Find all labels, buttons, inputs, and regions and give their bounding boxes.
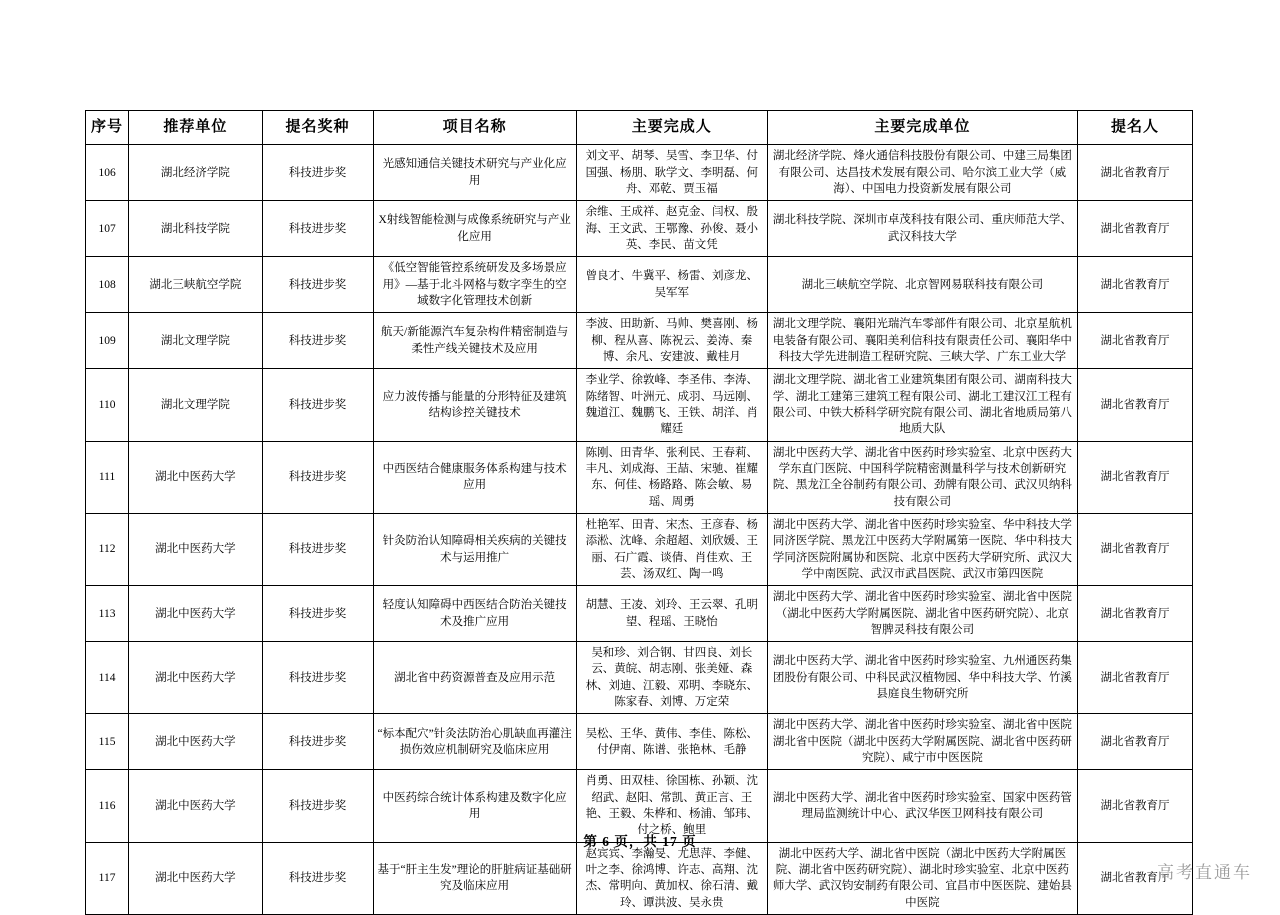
cell-unit: 湖北中医药大学 [129, 842, 262, 914]
cell-seq: 109 [86, 313, 129, 369]
cell-award: 科技进步奖 [262, 369, 373, 441]
cell-award: 科技进步奖 [262, 642, 373, 714]
cell-project: 光感知通信关键技术研究与产业化应用 [373, 145, 576, 201]
cell-seq: 110 [86, 369, 129, 441]
cell-unit: 湖北中医药大学 [129, 441, 262, 513]
cell-seq: 116 [86, 770, 129, 842]
table-row [86, 201, 1193, 257]
cell-orgs: 湖北文理学院、湖北省工业建筑集团有限公司、湖南科技大学、湖北工建第三建筑工程有限公司、湖北工建汉江工程有限公司、中铁大桥科学研究院有限公司、湖北省地质局第八地质大队 [767, 369, 1077, 441]
cell-unit: 湖北文理学院 [129, 313, 262, 369]
cell-seq: 112 [86, 513, 129, 585]
column-header-people: 主要完成人 [576, 111, 767, 145]
column-header-nominator: 提名人 [1077, 111, 1192, 145]
cell-seq: 114 [86, 642, 129, 714]
cell-orgs: 湖北中医药大学、湖北省中医药时珍实验室、湖北省中医院（湖北中医药大学附属医院、湖北省中医药研究院）、北京智脾灵科技有限公司 [767, 586, 1077, 642]
cell-award: 科技进步奖 [262, 714, 373, 770]
cell-seq: 107 [86, 201, 129, 257]
cell-award: 科技进步奖 [262, 770, 373, 842]
table-row [86, 145, 1193, 201]
table-row [86, 642, 1193, 714]
cell-unit: 湖北中医药大学 [129, 586, 262, 642]
column-header-unit: 推荐单位 [129, 111, 262, 145]
cell-award: 科技进步奖 [262, 441, 373, 513]
cell-unit: 湖北三峡航空学院 [129, 257, 262, 313]
cell-project: 《低空智能管控系统研发及多场景应用》—基于北斗网格与数字孪生的空域数字化管理技术创新 [373, 257, 576, 313]
table-row [86, 714, 1193, 770]
table-row [86, 441, 1193, 513]
cell-unit: 湖北中医药大学 [129, 714, 262, 770]
cell-seq: 115 [86, 714, 129, 770]
column-header-orgs: 主要完成单位 [767, 111, 1077, 145]
cell-orgs: 湖北中医药大学、湖北省中医药时珍实验室、湖北省中医院湖北省中医院（湖北中医药大学附属医院、湖北省中医药研究院）、咸宁市中医医院 [767, 714, 1077, 770]
cell-people: 赵宾宾、李瀚旻、尤思萍、李健、叶之李、徐鸿博、许志、高翔、沈杰、常明向、黄加权、徐石清、戴玲、谭洪波、吴永贵 [576, 842, 767, 914]
cell-unit: 湖北经济学院 [129, 145, 262, 201]
cell-nominator: 湖北省教育厅 [1077, 369, 1192, 441]
cell-orgs: 湖北中医药大学、湖北省中医药时珍实验室、国家中医药管理局监测统计中心、武汉华医卫网科技有限公司 [767, 770, 1077, 842]
cell-people: 吴松、王华、黄伟、李佳、陈松、付伊南、陈谱、张艳林、毛静 [576, 714, 767, 770]
cell-project: 中西医结合健康服务体系构建与技术应用 [373, 441, 576, 513]
cell-unit: 湖北文理学院 [129, 369, 262, 441]
cell-project: 应力波传播与能量的分形特征及建筑结构诊控关键技术 [373, 369, 576, 441]
cell-people: 李波、田助新、马帅、樊喜刚、杨柳、程从喜、陈祝云、姜涛、秦博、余凡、安建波、戴桂月 [576, 313, 767, 369]
cell-seq: 113 [86, 586, 129, 642]
cell-award: 科技进步奖 [262, 842, 373, 914]
cell-people: 陈刚、田青华、张利民、王春莉、丰凡、刘成海、王喆、宋驰、崔耀东、何佳、杨路路、陈会敏、易瑶、周勇 [576, 441, 767, 513]
cell-project: 中医药综合统计体系构建及数字化应用 [373, 770, 576, 842]
cell-orgs: 湖北三峡航空学院、北京智网易联科技有限公司 [767, 257, 1077, 313]
cell-people: 吴和珍、刘合钢、甘四良、刘长云、黄皖、胡志刚、张美娅、森林、刘迪、江毅、邓明、李晓东、陈家春、刘博、万定荣 [576, 642, 767, 714]
cell-project: 针灸防治认知障碍相关疾病的关键技术与运用推广 [373, 513, 576, 585]
table-row [86, 842, 1193, 914]
cell-people: 曾良才、牛冀平、杨雷、刘彦龙、吴军军 [576, 257, 767, 313]
cell-nominator: 湖北省教育厅 [1077, 586, 1192, 642]
cell-people: 肖勇、田双桂、徐国栋、孙颖、沈绍武、赵阳、常凯、黄正言、王艳、王毅、朱桦和、杨浦、邹玮、付之桥、鲍里 [576, 770, 767, 842]
cell-nominator: 湖北省教育厅 [1077, 513, 1192, 585]
cell-project: X射线智能检测与成像系统研究与产业化应用 [373, 201, 576, 257]
cell-seq: 108 [86, 257, 129, 313]
cell-project: 基于“肝主生发”理论的肝脏病证基础研究及临床应用 [373, 842, 576, 914]
table-row [86, 369, 1193, 441]
cell-nominator: 湖北省教育厅 [1077, 145, 1192, 201]
table-row [86, 257, 1193, 313]
cell-award: 科技进步奖 [262, 201, 373, 257]
cell-project: 湖北省中药资源普查及应用示范 [373, 642, 576, 714]
table-row [86, 513, 1193, 585]
cell-project: 轻度认知障碍中西医结合防治关键技术及推广应用 [373, 586, 576, 642]
cell-project: 航天/新能源汽车复杂构件精密制造与柔性产线关键技术及应用 [373, 313, 576, 369]
cell-orgs: 湖北科技学院、深圳市卓茂科技有限公司、重庆师范大学、武汉科技大学 [767, 201, 1077, 257]
cell-seq: 111 [86, 441, 129, 513]
cell-orgs: 湖北中医药大学、湖北省中医院（湖北中医药大学附属医院、湖北省中医药研究院）、湖北时珍实验室、北京中医药师大学、武汉钧安制药有限公司、宜昌市中医医院、建始县中医院 [767, 842, 1077, 914]
cell-nominator: 湖北省教育厅 [1077, 714, 1192, 770]
cell-award: 科技进步奖 [262, 586, 373, 642]
column-header-seq: 序号 [86, 111, 129, 145]
cell-people: 李业学、徐敦峰、李圣伟、李涛、陈绪智、叶洲元、成羽、马远刚、魏道江、魏鹏飞、王铁、胡洋、肖耀廷 [576, 369, 767, 441]
cell-nominator: 湖北省教育厅 [1077, 441, 1192, 513]
cell-orgs: 湖北中医药大学、湖北省中医药时珍实验室、九州通医药集团股份有限公司、中科民武汉植物园、华中科技大学、竹溪县庭良生物研究所 [767, 642, 1077, 714]
cell-nominator: 湖北省教育厅 [1077, 842, 1192, 914]
cell-unit: 湖北中医药大学 [129, 770, 262, 842]
cell-orgs: 湖北经济学院、烽火通信科技股份有限公司、中建三局集团有限公司、达昌技术发展有限公司、哈尔滨工业大学（威海）、中国电力投资新发展有限公司 [767, 145, 1077, 201]
cell-project: “标本配穴”针灸法防治心肌缺血再灌注损伤效应机制研究及临床应用 [373, 714, 576, 770]
cell-award: 科技进步奖 [262, 257, 373, 313]
cell-nominator: 湖北省教育厅 [1077, 257, 1192, 313]
cell-nominator: 湖北省教育厅 [1077, 770, 1192, 842]
cell-award: 科技进步奖 [262, 145, 373, 201]
cell-nominator: 湖北省教育厅 [1077, 313, 1192, 369]
watermark-label: 高考直通车 [1157, 863, 1252, 882]
cell-seq: 106 [86, 145, 129, 201]
cell-nominator: 湖北省教育厅 [1077, 201, 1192, 257]
cell-people: 胡慧、王凌、刘玲、王云翠、孔明望、程瑶、王晓怡 [576, 586, 767, 642]
cell-orgs: 湖北中医药大学、湖北省中医药时珍实验室、北京中医药大学东直门医院、中国科学院精密测量科学与技术创新研究院、黑龙江全谷制药有限公司、劲牌有限公司、武汉贝纳科技有限公司 [767, 441, 1077, 513]
table-row [86, 313, 1193, 369]
cell-orgs: 湖北文理学院、襄阳光瑞汽车零部件有限公司、北京星航机电装备有限公司、襄阳美利信科技有限责任公司、襄阳华中科技大学先进制造工程研究院、三峡大学、广东工业大学 [767, 313, 1077, 369]
page-number-footer: 第 6 页，共 17 页 [583, 834, 697, 849]
cell-people: 杜艳军、田青、宋杰、王彦春、杨添淞、沈峰、余超超、刘欣媛、王丽、石广霞、谈倩、肖佳欢、王芸、汤双红、陶一鸣 [576, 513, 767, 585]
cell-people: 余维、王成祥、赵克金、闫权、殷海、王文武、王鄂豫、孙俊、聂小英、李民、苗文凭 [576, 201, 767, 257]
cell-people: 刘文平、胡琴、吴雪、李卫华、付国强、杨朋、耿学文、李明磊、何舟、邓乾、贾玉福 [576, 145, 767, 201]
cell-unit: 湖北科技学院 [129, 201, 262, 257]
cell-seq: 117 [86, 842, 129, 914]
table-row [86, 586, 1193, 642]
table-header-row [86, 111, 1193, 145]
cell-nominator: 湖北省教育厅 [1077, 642, 1192, 714]
cell-unit: 湖北中医药大学 [129, 642, 262, 714]
cell-orgs: 湖北中医药大学、湖北省中医药时珍实验室、华中科技大学同济医学院、黑龙江中医药大学附属第一医院、华中科技大学同济医院附属协和医院、北京中医药大学研究所、武汉大学中南医院、武汉市武昌医院、武汉市第四医院 [767, 513, 1077, 585]
column-header-award: 提名奖种 [262, 111, 373, 145]
cell-unit: 湖北中医药大学 [129, 513, 262, 585]
cell-award: 科技进步奖 [262, 513, 373, 585]
cell-award: 科技进步奖 [262, 313, 373, 369]
award-nomination-table [85, 110, 1193, 915]
column-header-project: 项目名称 [373, 111, 576, 145]
